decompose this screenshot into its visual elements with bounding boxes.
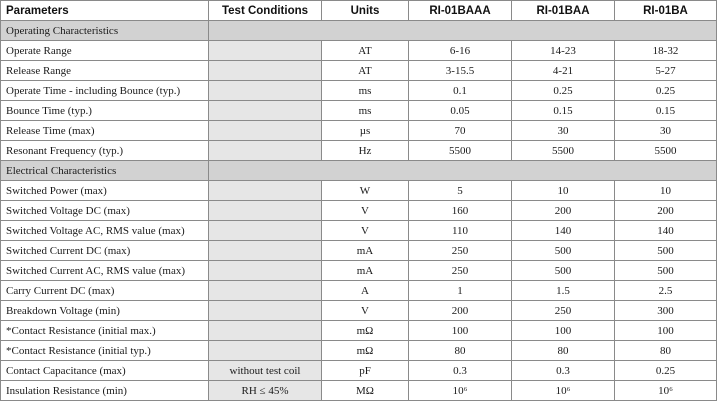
table-row [1, 361, 717, 381]
value-model-b: 200 [512, 201, 615, 221]
value-model-c: 500 [615, 261, 717, 281]
value-model-b: 0.15 [512, 101, 615, 121]
unit-cell: V [322, 301, 409, 321]
table-row [1, 261, 717, 281]
unit-cell: V [322, 201, 409, 221]
parameter-cell: Carry Current DC (max) [1, 281, 209, 301]
unit-cell: A [322, 281, 409, 301]
value-model-c: 80 [615, 341, 717, 361]
section-fill [209, 21, 717, 41]
table-row [1, 121, 717, 141]
value-model-c: 18-32 [615, 41, 717, 61]
value-model-a: 1 [409, 281, 512, 301]
value-model-b: 80 [512, 341, 615, 361]
section-header-row [1, 21, 717, 41]
value-model-b: 10⁶ [512, 381, 615, 401]
value-model-a: 160 [409, 201, 512, 221]
parameter-cell: Switched Voltage AC, RMS value (max) [1, 221, 209, 241]
section-title: Operating Characteristics [1, 21, 209, 41]
unit-cell: mA [322, 261, 409, 281]
section-header-row [1, 161, 717, 181]
unit-cell: ms [322, 101, 409, 121]
parameter-cell: Contact Capacitance (max) [1, 361, 209, 381]
value-model-b: 500 [512, 241, 615, 261]
value-model-b: 100 [512, 321, 615, 341]
condition-cell [209, 201, 322, 221]
unit-cell: mA [322, 241, 409, 261]
condition-cell [209, 61, 322, 81]
parameter-cell: Release Range [1, 61, 209, 81]
table-row [1, 381, 717, 401]
value-model-a: 100 [409, 321, 512, 341]
value-model-a: 200 [409, 301, 512, 321]
condition-cell: without test coil [209, 361, 322, 381]
value-model-c: 10⁶ [615, 381, 717, 401]
parameter-cell: Resonant Frequency (typ.) [1, 141, 209, 161]
value-model-a: 0.1 [409, 81, 512, 101]
value-model-b: 10 [512, 181, 615, 201]
condition-cell [209, 41, 322, 61]
value-model-c: 0.25 [615, 361, 717, 381]
table-row [1, 241, 717, 261]
value-model-b: 250 [512, 301, 615, 321]
header-parameters: Parameters [1, 1, 209, 21]
value-model-c: 0.25 [615, 81, 717, 101]
table-row [1, 101, 717, 121]
condition-cell [209, 121, 322, 141]
value-model-a: 10⁶ [409, 381, 512, 401]
parameter-cell: Switched Voltage DC (max) [1, 201, 209, 221]
table-row [1, 281, 717, 301]
spec-table-body [1, 21, 717, 401]
value-model-a: 250 [409, 261, 512, 281]
section-fill [209, 161, 717, 181]
value-model-b: 4-21 [512, 61, 615, 81]
parameter-cell: *Contact Resistance (initial max.) [1, 321, 209, 341]
value-model-b: 1.5 [512, 281, 615, 301]
value-model-a: 0.05 [409, 101, 512, 121]
unit-cell: AT [322, 41, 409, 61]
value-model-a: 3-15.5 [409, 61, 512, 81]
table-row [1, 41, 717, 61]
table-row [1, 321, 717, 341]
table-row [1, 141, 717, 161]
value-model-c: 30 [615, 121, 717, 141]
value-model-b: 5500 [512, 141, 615, 161]
parameter-cell: Bounce Time (typ.) [1, 101, 209, 121]
parameter-cell: Breakdown Voltage (min) [1, 301, 209, 321]
value-model-c: 2.5 [615, 281, 717, 301]
value-model-c: 5500 [615, 141, 717, 161]
parameter-cell: Insulation Resistance (min) [1, 381, 209, 401]
condition-cell [209, 81, 322, 101]
value-model-c: 0.15 [615, 101, 717, 121]
header-row [1, 1, 717, 21]
table-row [1, 301, 717, 321]
condition-cell [209, 321, 322, 341]
parameter-cell: Release Time (max) [1, 121, 209, 141]
condition-cell: RH ≤ 45% [209, 381, 322, 401]
parameter-cell: Operate Time - including Bounce (typ.) [1, 81, 209, 101]
value-model-a: 110 [409, 221, 512, 241]
unit-cell: mΩ [322, 341, 409, 361]
table-row [1, 201, 717, 221]
value-model-b: 0.3 [512, 361, 615, 381]
parameter-cell: Switched Current AC, RMS value (max) [1, 261, 209, 281]
section-title: Electrical Characteristics [1, 161, 209, 181]
unit-cell: MΩ [322, 381, 409, 401]
value-model-b: 14-23 [512, 41, 615, 61]
condition-cell [209, 221, 322, 241]
value-model-c: 5-27 [615, 61, 717, 81]
condition-cell [209, 241, 322, 261]
header-model-c: RI-01BA [615, 1, 717, 21]
value-model-a: 0.3 [409, 361, 512, 381]
parameter-cell: Switched Current DC (max) [1, 241, 209, 261]
condition-cell [209, 141, 322, 161]
header-model-b: RI-01BAA [512, 1, 615, 21]
value-model-a: 80 [409, 341, 512, 361]
condition-cell [209, 281, 322, 301]
value-model-b: 0.25 [512, 81, 615, 101]
unit-cell: pF [322, 361, 409, 381]
value-model-c: 500 [615, 241, 717, 261]
unit-cell: ms [322, 81, 409, 101]
unit-cell: µs [322, 121, 409, 141]
unit-cell: AT [322, 61, 409, 81]
value-model-b: 30 [512, 121, 615, 141]
header-test-conditions: Test Conditions [209, 1, 322, 21]
header-model-a: RI-01BAAA [409, 1, 512, 21]
table-row [1, 181, 717, 201]
parameter-cell: Operate Range [1, 41, 209, 61]
value-model-a: 5 [409, 181, 512, 201]
unit-cell: Hz [322, 141, 409, 161]
value-model-c: 10 [615, 181, 717, 201]
value-model-c: 100 [615, 321, 717, 341]
value-model-a: 70 [409, 121, 512, 141]
value-model-c: 140 [615, 221, 717, 241]
value-model-a: 250 [409, 241, 512, 261]
table-row [1, 221, 717, 241]
table-row [1, 341, 717, 361]
condition-cell [209, 301, 322, 321]
value-model-a: 5500 [409, 141, 512, 161]
value-model-b: 140 [512, 221, 615, 241]
value-model-a: 6-16 [409, 41, 512, 61]
table-row [1, 61, 717, 81]
table-row [1, 81, 717, 101]
parameter-cell: Switched Power (max) [1, 181, 209, 201]
condition-cell [209, 341, 322, 361]
condition-cell [209, 181, 322, 201]
condition-cell [209, 101, 322, 121]
header-units: Units [322, 1, 409, 21]
value-model-b: 500 [512, 261, 615, 281]
unit-cell: V [322, 221, 409, 241]
unit-cell: mΩ [322, 321, 409, 341]
value-model-c: 200 [615, 201, 717, 221]
value-model-c: 300 [615, 301, 717, 321]
condition-cell [209, 261, 322, 281]
unit-cell: W [322, 181, 409, 201]
parameter-cell: *Contact Resistance (initial typ.) [1, 341, 209, 361]
